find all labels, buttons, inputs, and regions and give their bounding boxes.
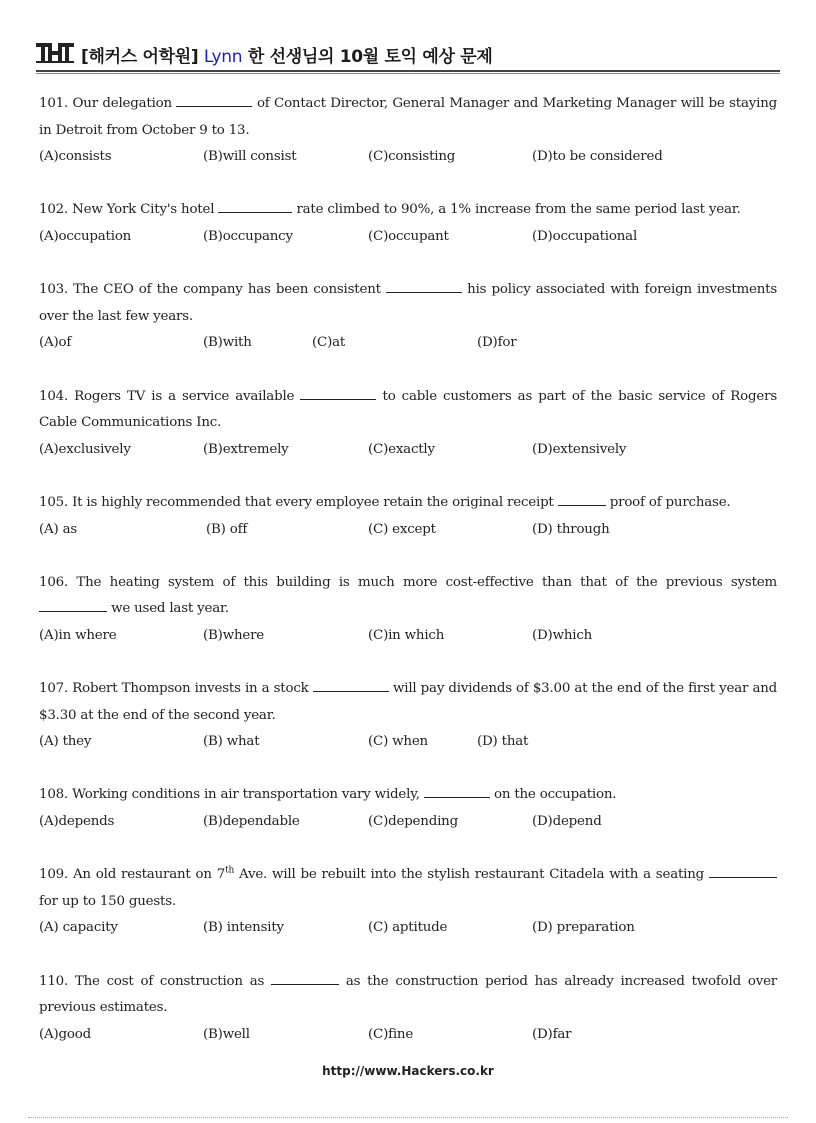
- question-stem: 103. The CEO of the company has been consistent his policy associated with foreign investments over the last few years.: [39, 277, 777, 330]
- title-teacher-name: Lynn: [203, 47, 243, 67]
- option-a[interactable]: (A) as: [39, 521, 78, 537]
- option-d[interactable]: (D) preparation: [532, 920, 635, 936]
- answer-blank: [300, 386, 376, 400]
- option-a[interactable]: (A)exclusively: [39, 441, 131, 457]
- option-d[interactable]: (D)for: [477, 335, 517, 351]
- question-104: [39, 384, 777, 464]
- answer-blank: [558, 492, 606, 506]
- title-academy: [해커스 어학원]: [81, 47, 199, 67]
- question-108: [39, 782, 777, 835]
- option-c[interactable]: (C)depending: [368, 814, 458, 830]
- question-stem: 104. Rogers TV is a service available to cable customers as part of the basic service of Rogers Cable Communications Inc.: [39, 384, 777, 437]
- option-c[interactable]: (C)at: [312, 335, 346, 351]
- page-header: [36, 40, 780, 72]
- answer-blank: [386, 279, 462, 293]
- hackers-logo-icon: [36, 41, 74, 65]
- answer-blank: [218, 199, 292, 213]
- option-b[interactable]: (B)dependable: [203, 814, 300, 830]
- option-b[interactable]: (B)extremely: [203, 441, 289, 457]
- option-c[interactable]: (C)consisting: [368, 149, 456, 165]
- option-a[interactable]: (A)of: [39, 335, 72, 351]
- option-a[interactable]: (A)occupation: [39, 228, 132, 244]
- question-stem: 102. New York City's hotel rate climbed to 90%, a 1% increase from the same period last year.: [39, 197, 777, 224]
- answer-blank: [424, 784, 490, 798]
- option-row: [39, 330, 777, 357]
- option-c[interactable]: (C)exactly: [368, 441, 435, 457]
- option-d[interactable]: (D)which: [532, 627, 593, 643]
- option-c[interactable]: (C)in which: [368, 627, 445, 643]
- option-a[interactable]: (A)consists: [39, 149, 112, 165]
- question-stem: 101. Our delegation of Contact Director, General Manager and Marketing Manager will be staying in Detroit from October 9 to 13.: [39, 91, 777, 144]
- question-106: [39, 570, 777, 650]
- question-stem: 107. Robert Thompson invests in a stock will pay dividends of $3.00 at the end of the first year and $3.30 at the end of the second year.: [39, 676, 777, 729]
- option-a[interactable]: (A)in where: [39, 627, 117, 643]
- option-d[interactable]: (D)depend: [532, 814, 602, 830]
- option-d[interactable]: (D) that: [477, 734, 529, 750]
- option-b[interactable]: (B)occupancy: [203, 228, 293, 244]
- option-d[interactable]: (D)far: [532, 1026, 572, 1042]
- option-row: [39, 437, 777, 464]
- question-107: [39, 676, 777, 756]
- option-b[interactable]: (B)where: [203, 627, 265, 643]
- question-stem: 110. The cost of construction as as the construction period has already increased twofold over previous estimates.: [39, 969, 777, 1022]
- option-b[interactable]: (B)will consist: [203, 149, 297, 165]
- option-row: [39, 729, 777, 756]
- option-a[interactable]: (A)depends: [39, 814, 115, 830]
- question-stem: 108. Working conditions in air transportation vary widely, on the occupation.: [39, 782, 777, 809]
- option-b[interactable]: (B)with: [203, 335, 252, 351]
- page-bottom-divider: [28, 1117, 788, 1118]
- option-b[interactable]: (B)well: [203, 1026, 250, 1042]
- answer-blank: [709, 864, 777, 878]
- option-a[interactable]: (A) they: [39, 734, 92, 750]
- question-stem: 106. The heating system of this building is much more cost-effective than that of the previous system we used last year.: [39, 574, 777, 617]
- header-divider: [36, 70, 780, 72]
- option-b[interactable]: (B) off: [206, 521, 248, 537]
- title-subject: 한 선생님의 10월 토익 예상 문제: [247, 47, 493, 67]
- option-c[interactable]: (C) aptitude: [368, 920, 448, 936]
- option-c[interactable]: (C) except: [368, 521, 436, 537]
- option-d[interactable]: (D)extensively: [532, 441, 627, 457]
- question-stem: 109. An old restaurant on 7th Ave. will be rebuilt into the stylish restaurant Citadela with a seating for up to 150 guests.: [39, 862, 777, 915]
- option-c[interactable]: (C) when: [368, 734, 428, 750]
- option-b[interactable]: (B) intensity: [203, 920, 284, 936]
- footer-url-link[interactable]: http://www.Hackers.co.kr: [322, 1064, 494, 1078]
- page-title: [81, 42, 493, 67]
- question-105: [39, 490, 777, 543]
- option-b[interactable]: (B) what: [203, 734, 260, 750]
- option-row: [39, 1022, 777, 1049]
- answer-blank: [176, 93, 252, 107]
- option-row: [39, 224, 777, 251]
- option-row: [39, 517, 777, 544]
- header-divider-thin: [36, 73, 780, 74]
- question-109: [39, 862, 777, 942]
- option-c[interactable]: (C)fine: [368, 1026, 414, 1042]
- answer-blank: [39, 598, 107, 612]
- option-row: [39, 144, 777, 171]
- question-list: [39, 91, 777, 1048]
- question-110: [39, 969, 777, 1049]
- option-row: [39, 809, 777, 836]
- question-101: [39, 91, 777, 171]
- option-row: [39, 915, 777, 942]
- option-d[interactable]: (D)occupational: [532, 228, 638, 244]
- question-102: [39, 197, 777, 250]
- option-a[interactable]: (A) capacity: [39, 920, 118, 936]
- option-d[interactable]: (D)to be considered: [532, 149, 663, 165]
- question-103: [39, 277, 777, 357]
- option-d[interactable]: (D) through: [532, 521, 610, 537]
- question-stem: 105. It is highly recommended that every employee retain the original receipt proof of purchase.: [39, 490, 777, 517]
- option-c[interactable]: (C)occupant: [368, 228, 449, 244]
- answer-blank: [271, 971, 339, 985]
- option-a[interactable]: (A)good: [39, 1026, 91, 1042]
- option-row: [39, 623, 777, 650]
- answer-blank: [313, 678, 389, 692]
